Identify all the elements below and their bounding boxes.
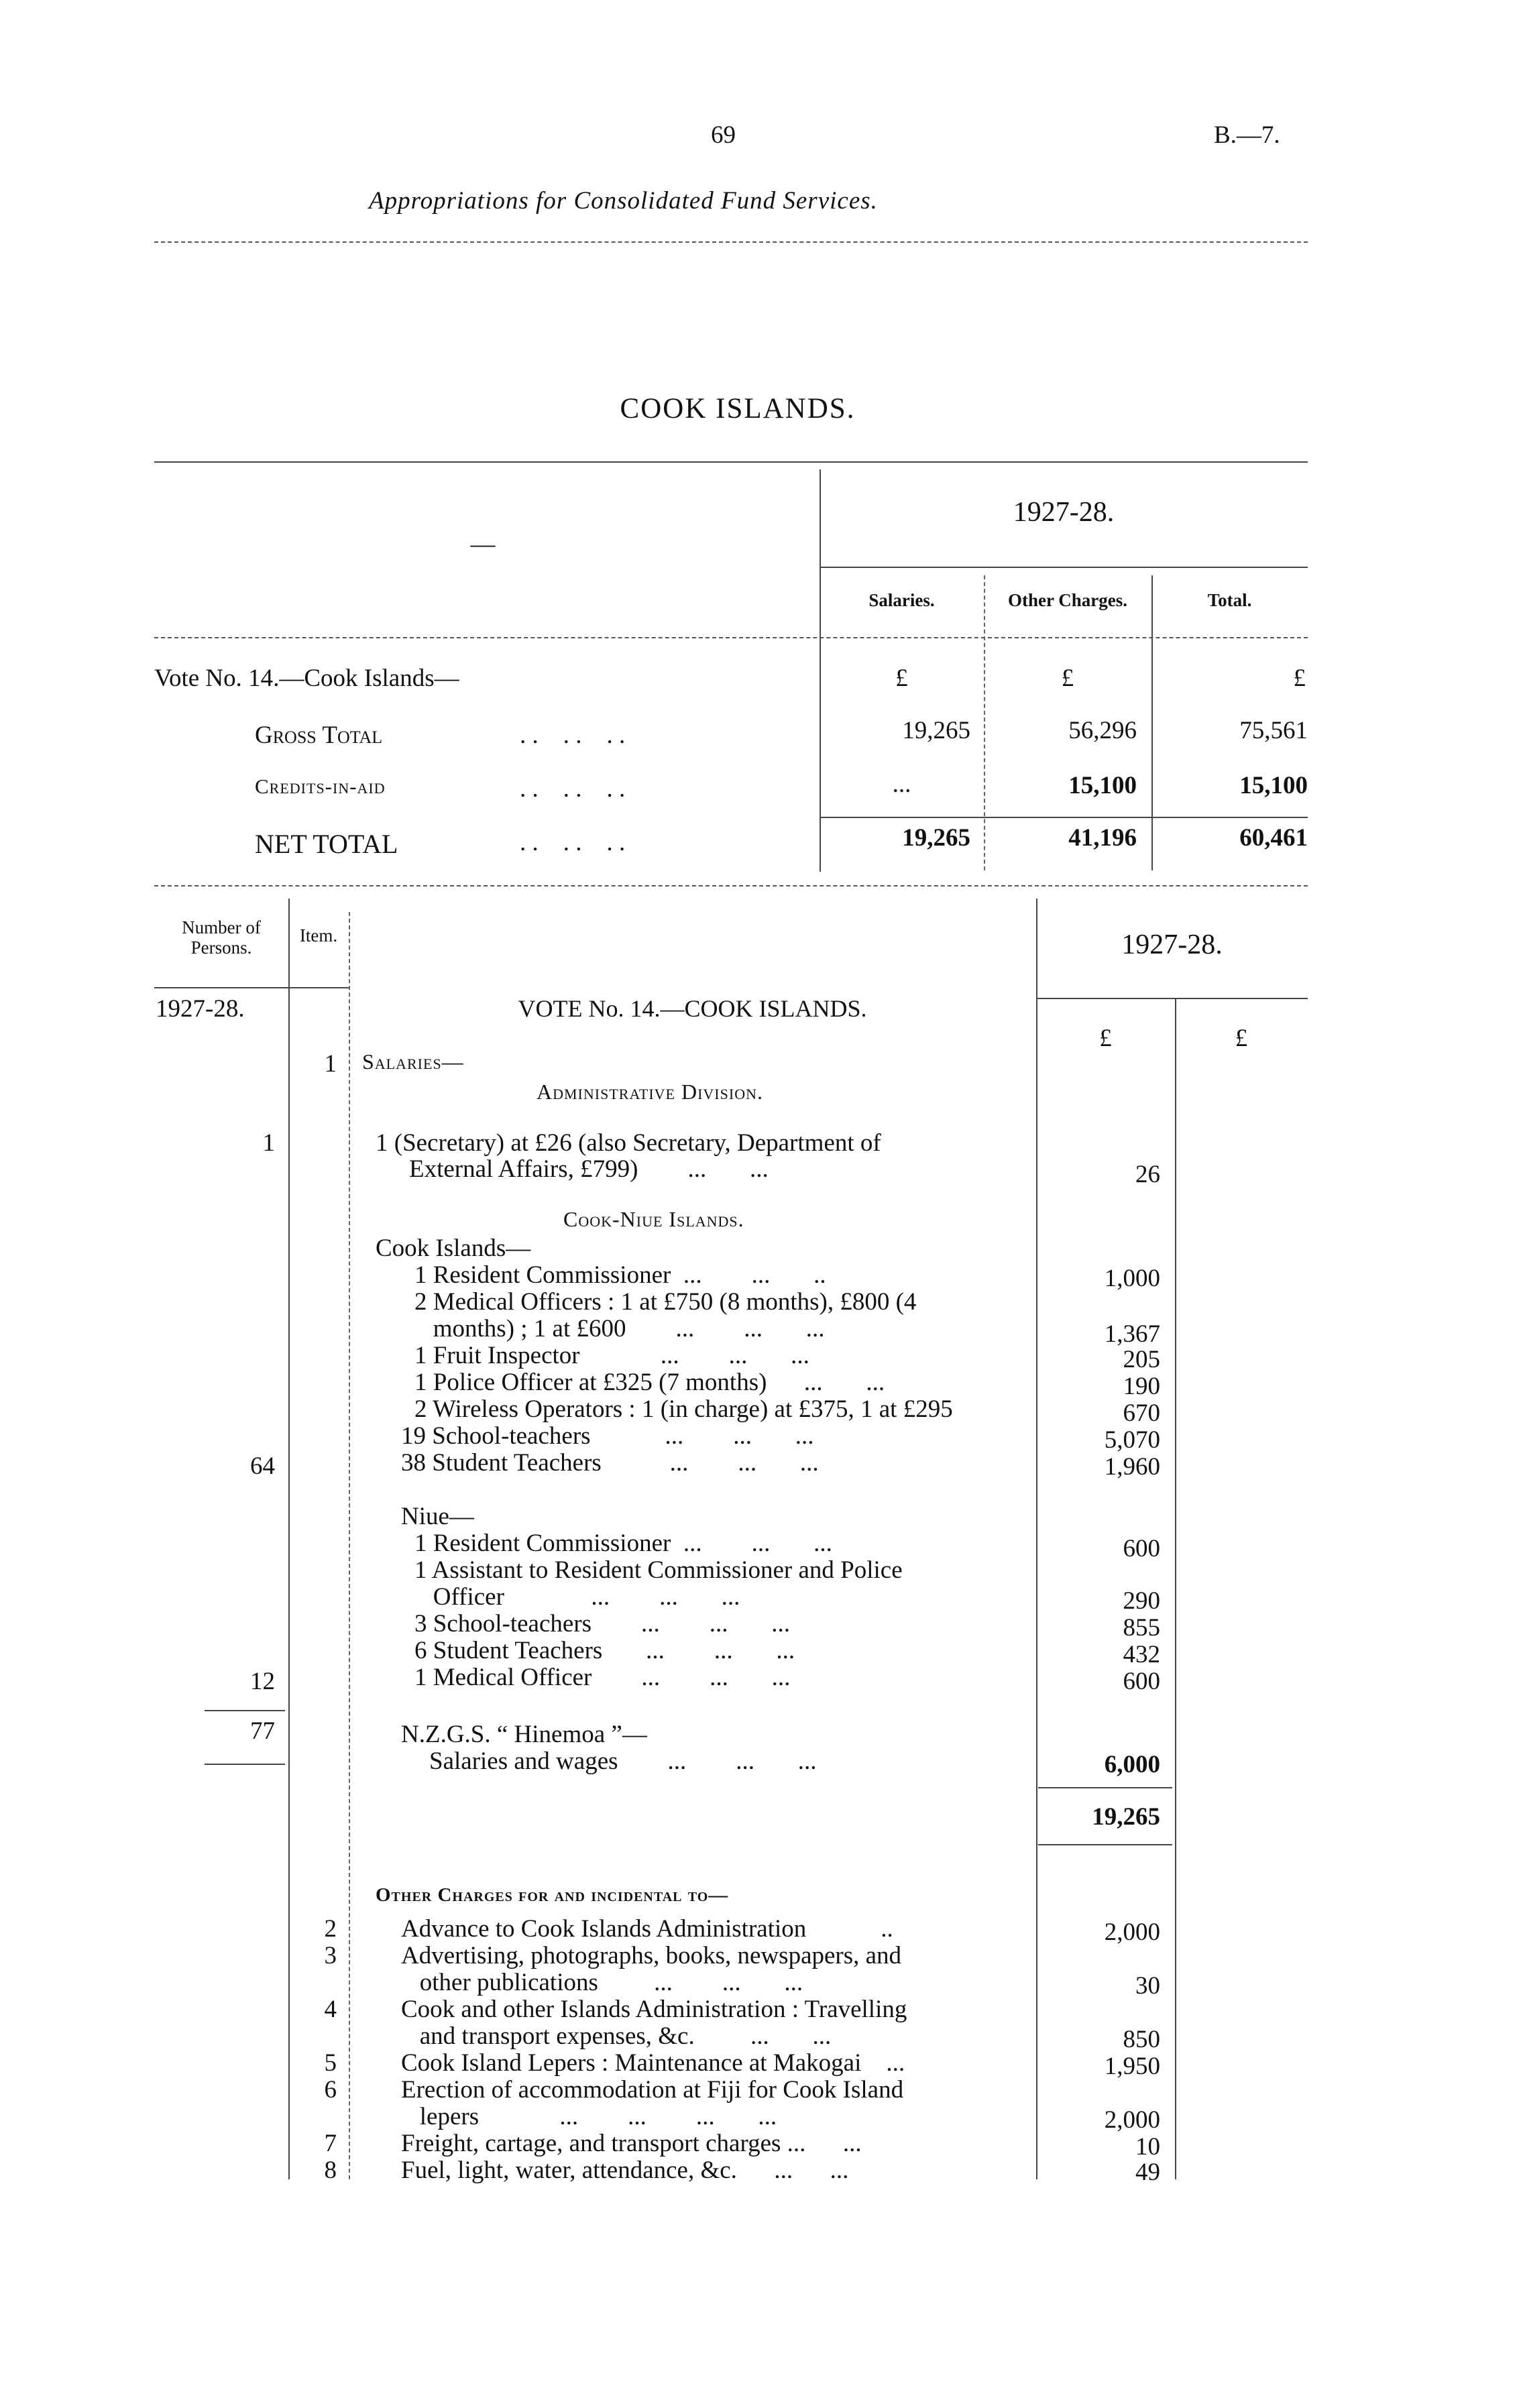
other-item-number: 6: [324, 2076, 337, 2104]
hinemoa-line-1: N.Z.G.S. “ Hinemoa ”—: [401, 1721, 647, 1748]
net-total-salaries: 19,265: [902, 824, 970, 852]
other-item-text: Erection of accommodation at Fiji for Cook Island: [401, 2076, 904, 2104]
other-item-number: 2: [324, 1915, 337, 1943]
other-item-text: Advance to Cook Islands Administration ..: [401, 1915, 893, 1943]
summary-bottom-rule: [154, 885, 1308, 886]
salaries-heading: Salaries—: [362, 1049, 464, 1074]
niue-line: 3 School-teachers ... ... ...: [414, 1610, 791, 1638]
admin-persons: 1: [262, 1129, 275, 1157]
cook-line: 2 Wireless Operators : 1 (in charge) at £375, 1 at £295: [414, 1395, 953, 1423]
other-item-number: 4: [324, 1996, 337, 2023]
running-title: Appropriations for Consolidated Fund Services.: [369, 187, 878, 215]
amount-header-rule: [1036, 998, 1308, 999]
col-other-charges: Other Charges.: [1008, 590, 1127, 610]
other-item-text: other publications ... ... ...: [401, 1969, 803, 1996]
cook-islands-label: Cook Islands—: [376, 1235, 531, 1262]
niue-line: 6 Student Teachers ... ... ...: [414, 1637, 795, 1664]
other-item-text: lepers ... ... ... ...: [401, 2103, 777, 2130]
other-item-amount: 2,000: [1104, 1918, 1160, 1946]
page-number: 69: [711, 121, 736, 149]
item-number-1: 1: [324, 1050, 337, 1078]
niue-amount: 432: [1123, 1641, 1160, 1668]
hinemoa-line-2: Salaries and wages ... ... ...: [429, 1747, 817, 1775]
admin-line-2: External Affairs, £799) ... ...: [409, 1155, 769, 1183]
niue-line: 1 Medical Officer ... ... ...: [414, 1664, 791, 1691]
salaries-total: 19,265: [1092, 1803, 1160, 1831]
cook-line: months) ; 1 at £600 ... ... ...: [414, 1315, 825, 1342]
total-persons: 77: [250, 1717, 275, 1745]
salaries-total-rule: [1038, 1787, 1172, 1788]
net-total-leader: . . . . . .: [520, 829, 626, 856]
credits-in-aid-other: 15,100: [1068, 772, 1137, 799]
summary-year: 1927-28.: [1013, 497, 1115, 528]
cook-line: 2 Medical Officers : 1 at £750 (8 months), £800 (4: [414, 1288, 917, 1316]
gross-total-leader: . . . . . .: [520, 722, 626, 749]
col-total: Total.: [1207, 590, 1252, 610]
hinemoa-amount: 6,000: [1104, 1751, 1160, 1778]
other-item-text: Advertising, photographs, books, newspapers, and: [401, 1942, 902, 1969]
persons-total-rule-bottom: [205, 1764, 285, 1765]
niue-amount: 290: [1123, 1587, 1160, 1615]
gross-total-label: Gross Total: [255, 722, 383, 749]
persons-year: 1927-28.: [156, 995, 245, 1023]
other-item-amount: 850: [1123, 2026, 1160, 2053]
net-total-total: 60,461: [1239, 824, 1308, 852]
cook-persons: 64: [250, 1452, 275, 1480]
summary-blank-marker: —: [470, 530, 496, 558]
salaries-total-rule-bottom: [1038, 1844, 1172, 1845]
cook-line: 1 Police Officer at £325 (7 months) ... ...: [414, 1369, 885, 1396]
credits-in-aid-label: Credits-in-aid: [255, 775, 386, 798]
niue-line: 1 Assistant to Resident Commissioner and Police: [414, 1556, 903, 1584]
document-reference: B.—7.: [1214, 121, 1280, 149]
cook-amount: 1,367: [1104, 1320, 1160, 1348]
detail-year: 1927-28.: [1121, 929, 1223, 960]
credits-in-aid-leader: . . . . . .: [520, 775, 626, 803]
amount-currency-2: £: [1235, 1025, 1248, 1052]
currency-other: £: [1061, 665, 1074, 692]
header-rule: [154, 241, 1308, 243]
admin-line-1: 1 (Secretary) at £26 (also Secretary, Department of: [376, 1129, 881, 1157]
persons-header-rule: [154, 987, 349, 988]
other-item-amount: 2,000: [1104, 2106, 1160, 2134]
summary-year-rule: [820, 567, 1308, 568]
other-item-text: and transport expenses, &c. ... ...: [401, 2022, 832, 2050]
cook-amount: 5,070: [1104, 1426, 1160, 1454]
cook-amount: 205: [1123, 1346, 1160, 1373]
credits-in-aid-total: 15,100: [1239, 772, 1308, 799]
summary-header-rule: [154, 637, 1308, 638]
niue-label: Niue—: [401, 1503, 474, 1530]
col-number-of-persons: Number of Persons.: [182, 917, 261, 958]
vote-title: VOTE No. 14.—COOK ISLANDS.: [518, 995, 867, 1022]
niue-amount: 600: [1123, 1668, 1160, 1695]
niue-persons: 12: [250, 1668, 275, 1695]
niue-line: Officer ... ... ...: [414, 1583, 740, 1611]
other-item-text: Freight, cartage, and transport charges ... ...: [401, 2130, 862, 2157]
col-salaries: Salaries.: [868, 590, 935, 610]
amount-subdivider: [1175, 999, 1176, 2179]
currency-total: £: [1293, 665, 1306, 692]
col-item: Item.: [299, 925, 338, 945]
cook-amount: 1,000: [1104, 1265, 1160, 1292]
persons-divider: [288, 899, 290, 2179]
niue-line: 1 Resident Commissioner ... ... ...: [414, 1530, 832, 1557]
gross-total-total: 75,561: [1239, 717, 1308, 744]
net-total-rule: [820, 817, 1308, 818]
amount-currency-1: £: [1099, 1025, 1112, 1052]
net-total-label: NET TOTAL: [255, 829, 398, 859]
other-item-amount: 30: [1135, 1972, 1160, 2000]
cook-line: 1 Fruit Inspector ... ... ...: [414, 1342, 809, 1369]
administrative-division-heading: Administrative Division.: [537, 1080, 763, 1104]
cook-line: 38 Student Teachers ... ... ...: [401, 1449, 819, 1477]
other-item-amount: 10: [1135, 2133, 1160, 2161]
cook-amount: 1,960: [1104, 1453, 1160, 1481]
other-item-text: Cook and other Islands Administration : Travelling: [401, 1996, 907, 2023]
other-item-number: 8: [324, 2157, 337, 2184]
section-title: COOK ISLANDS.: [620, 393, 856, 424]
vote-label: Vote No. 14.—Cook Islands—: [154, 665, 459, 692]
other-item-text: Cook Island Lepers : Maintenance at Makogai ...: [401, 2049, 905, 2077]
net-total-other: 41,196: [1068, 824, 1137, 852]
cook-amount: 190: [1123, 1373, 1160, 1400]
niue-amount: 855: [1123, 1614, 1160, 1642]
item-divider: [349, 912, 350, 2179]
persons-total-rule-top: [205, 1710, 285, 1711]
niue-amount: 600: [1123, 1535, 1160, 1562]
cook-line: 1 Resident Commissioner ... ... ..: [414, 1261, 826, 1289]
other-item-amount: 49: [1135, 2159, 1160, 2186]
summary-top-rule: [154, 461, 1308, 463]
gross-total-salaries: 19,265: [902, 717, 970, 744]
other-item-text: Fuel, light, water, attendance, &c. ... ...: [401, 2157, 849, 2184]
gross-total-other: 56,296: [1068, 717, 1137, 744]
other-item-amount: 1,950: [1104, 2053, 1160, 2080]
cook-amount: 670: [1123, 1399, 1160, 1427]
credits-in-aid-salaries: ...: [892, 770, 911, 798]
currency-salaries: £: [895, 665, 908, 692]
admin-amount: 26: [1135, 1161, 1160, 1188]
cook-line: 19 School-teachers ... ... ...: [401, 1422, 814, 1450]
other-item-number: 7: [324, 2130, 337, 2157]
cook-niue-heading: Cook-Niue Islands.: [563, 1207, 744, 1231]
other-charges-heading: Other Charges for and incidental to—: [376, 1884, 729, 1906]
other-item-number: 3: [324, 1942, 337, 1969]
other-item-number: 5: [324, 2049, 337, 2077]
